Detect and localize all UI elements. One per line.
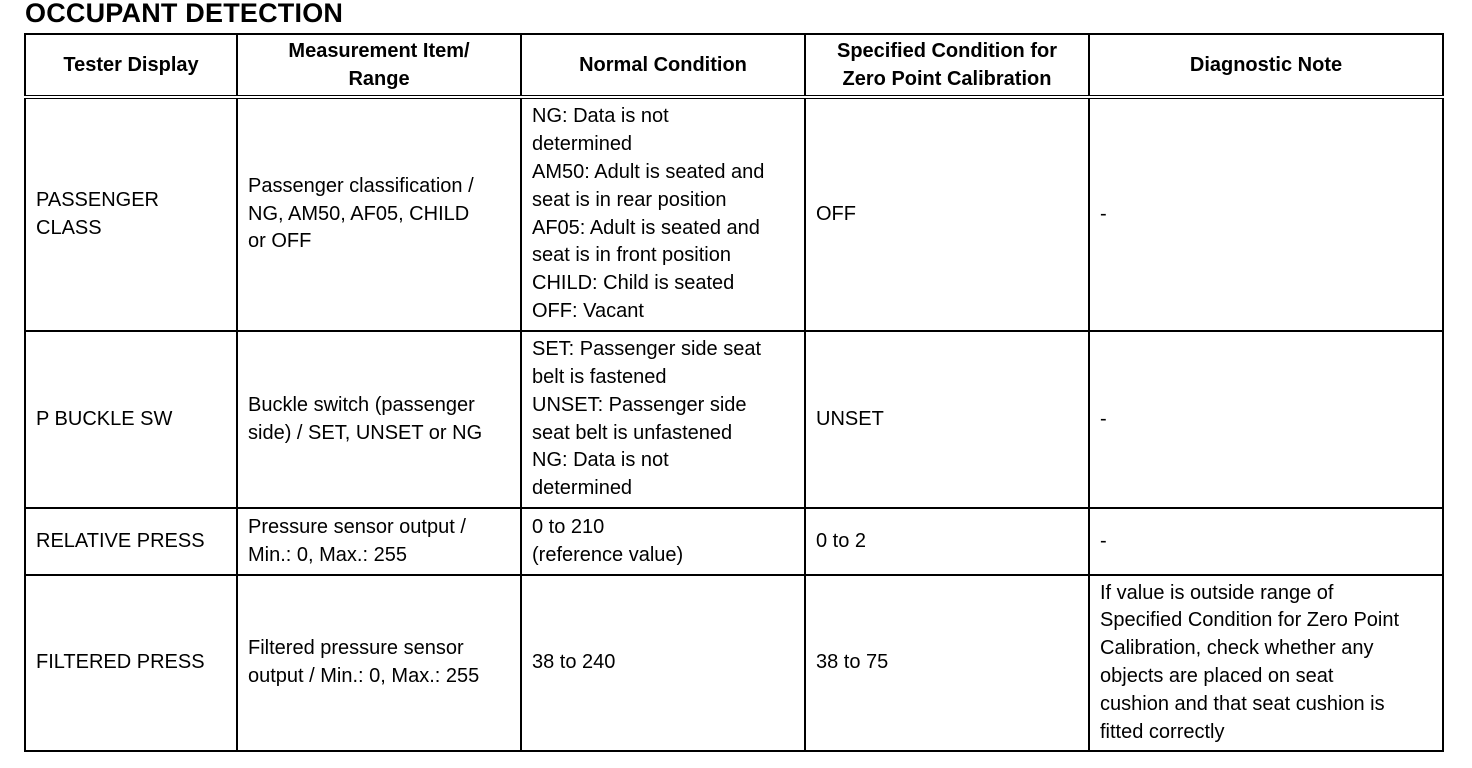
cell-tester-display: RELATIVE PRESS <box>25 508 237 575</box>
table-row <box>25 508 1443 575</box>
cell-normal-condition: 38 to 240 <box>521 575 805 751</box>
cell-diagnostic-note: - <box>1089 97 1443 331</box>
cell-tester-display: FILTERED PRESS <box>25 575 237 751</box>
header-tester-display: Tester Display <box>25 34 237 97</box>
cell-zero-point-condition: 0 to 2 <box>805 508 1089 575</box>
table-row <box>25 575 1443 751</box>
cell-measurement-item: Pressure sensor output / Min.: 0, Max.: 255 <box>237 508 521 575</box>
page-title: OCCUPANT DETECTION <box>25 0 344 28</box>
cell-measurement-item: Buckle switch (passenger side) / SET, UNSET or NG <box>237 331 521 508</box>
header-measurement-item: Measurement Item/ Range <box>237 34 521 97</box>
cell-diagnostic-note: If value is outside range of Specified Condition for Zero Point Calibration, check whether any objects are placed on seat cushion and that seat cushion is fitted correctly <box>1089 575 1443 751</box>
cell-zero-point-condition: OFF <box>805 97 1089 331</box>
cell-zero-point-condition: UNSET <box>805 331 1089 508</box>
table-row <box>25 97 1443 331</box>
table-row <box>25 331 1443 508</box>
header-normal-condition: Normal Condition <box>521 34 805 97</box>
occupant-detection-table <box>24 33 1444 752</box>
cell-diagnostic-note: - <box>1089 508 1443 575</box>
cell-normal-condition: 0 to 210 (reference value) <box>521 508 805 575</box>
cell-tester-display: P BUCKLE SW <box>25 331 237 508</box>
header-zero-point-condition: Specified Condition for Zero Point Calibration <box>805 34 1089 97</box>
cell-measurement-item: Passenger classification / NG, AM50, AF05, CHILD or OFF <box>237 97 521 331</box>
cell-normal-condition: NG: Data is not determined AM50: Adult is seated and seat is in rear position AF05: Adult is seated and seat is in front position CHILD: Child is seated OFF: Vacant <box>521 97 805 331</box>
table-header-row <box>25 34 1443 97</box>
cell-diagnostic-note: - <box>1089 331 1443 508</box>
cell-measurement-item: Filtered pressure sensor output / Min.: 0, Max.: 255 <box>237 575 521 751</box>
cell-zero-point-condition: 38 to 75 <box>805 575 1089 751</box>
cell-tester-display: PASSENGER CLASS <box>25 97 237 331</box>
header-diagnostic-note: Diagnostic Note <box>1089 34 1443 97</box>
cell-normal-condition: SET: Passenger side seat belt is fastened UNSET: Passenger side seat belt is unfastened NG: Data is not determined <box>521 331 805 508</box>
